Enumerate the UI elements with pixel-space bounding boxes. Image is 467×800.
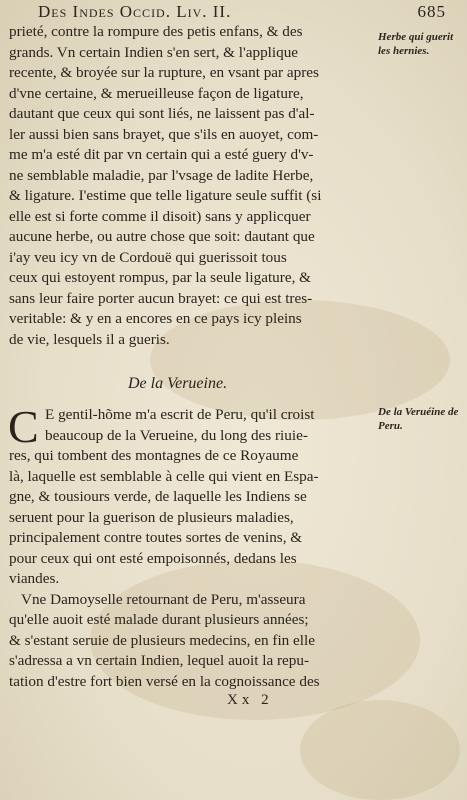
text-line: prieté, contre la rompure des petis enfans, & des <box>9 23 303 40</box>
text-line: de vie, lesquels il a gueris. <box>9 330 170 348</box>
text-line: Vne Damoyselle retournant de Peru, m'asseura <box>21 590 306 608</box>
text-line: tation d'estre fort bien versé en la cognoissance des <box>9 672 320 690</box>
text-line: i'ay veu icy vn de Cordouë qui guerissoit tous <box>9 248 287 266</box>
running-header <box>28 2 448 24</box>
text-line: res, qui tombent des montagnes de ce Royaume <box>9 447 299 464</box>
paper-stain <box>300 700 460 800</box>
text-line: ceux qui estoyent rompus, par la seule ligature, & <box>9 269 311 286</box>
text-line: gne, & tousiours verde, de laquelle les Indiens se <box>9 488 307 505</box>
text-line: d'vne certaine, & merueilleuse façon de ligature, <box>9 84 304 102</box>
text-line: principalement contre toutes sortes de venins, & <box>9 529 303 546</box>
text-line: & ligature. I'estime que telle ligature seule suffit (si <box>9 187 322 204</box>
text-line: dautant que ceux qui sont liés, ne laissent pas d'al- <box>9 105 315 122</box>
section-title: De la Verueine. <box>128 375 228 392</box>
page-number: 685 <box>417 2 446 21</box>
margin-note-verueine: De la Veruéine de Peru. <box>378 406 459 432</box>
text-line: elle est si forte comme il disoit) sans y applicquer <box>9 207 311 225</box>
running-title: Des Indes Occid. Liv. II. <box>38 2 232 21</box>
text-line: viandes. <box>9 570 60 587</box>
signature-mark: Xx 2 <box>227 692 273 708</box>
text-line: là, laquelle est semblable à celle qui vient en Espa- <box>9 467 319 485</box>
text-line: ler aussi bien sans brayet, que s'ils en auoyet, com- <box>9 125 319 143</box>
text-line: & s'estant seruie de plusieurs medecins, en fin elle <box>9 631 315 649</box>
text-line: s'adressa a vn certain Indien, lequel auoit la repu- <box>9 652 310 669</box>
text-line: pour ceux qui ont esté empoisonnés, dedans les <box>9 549 297 567</box>
drop-cap: C <box>8 401 39 452</box>
text-line: qu'elle auoit esté malade durant plusieurs années; <box>9 611 309 628</box>
text-line: veritable: & y en a encores en ce pays icy pleins <box>9 310 302 327</box>
text-line: ne semblable maladie, par l'vsage de ladite Herbe, <box>9 166 314 184</box>
text-line: beaucoup de la Verueine, du long des riuie- <box>45 426 308 444</box>
text-line: seruent pour la guerison de plusieurs maladies, <box>9 508 294 526</box>
text-line: recente, & broyée sur la rupture, en vsant par apres <box>9 64 319 81</box>
text-line: aucune herbe, ou autre chose que soit: dautant que <box>9 228 315 245</box>
paragraph-hernies <box>9 22 371 350</box>
text-line: E gentil-hõme m'a escrit de Peru, qu'il croist <box>45 406 315 423</box>
text-line: grands. Vn certain Indien s'en sert, & l'applique <box>9 43 299 61</box>
margin-note-herbe: Herbe qui guerit les hernies. <box>378 31 454 57</box>
text-line: me m'a esté dit par vn certain qui a esté guery d'v- <box>9 146 314 163</box>
text-line: sans leur faire porter aucun brayet: ce qui est tres- <box>9 289 313 307</box>
paragraph-verueine <box>8 401 371 692</box>
